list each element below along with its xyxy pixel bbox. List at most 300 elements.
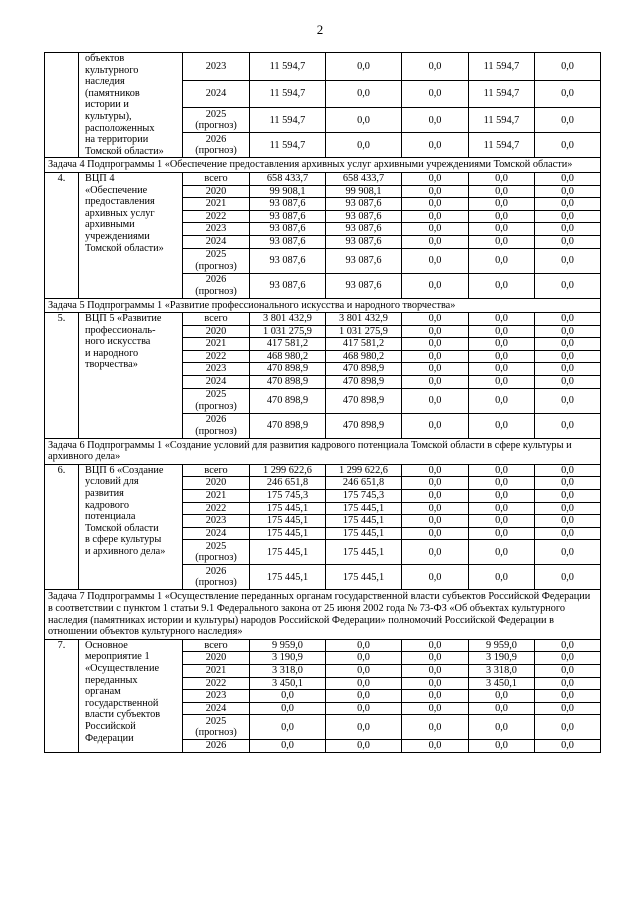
value-cell: 93 087,6 (250, 235, 326, 248)
value-cell: 0,0 (535, 363, 601, 376)
year-cell (183, 652, 250, 665)
value-cell: 0,0 (535, 413, 601, 438)
year-cell (183, 677, 250, 690)
value-cell: 0,0 (402, 133, 469, 158)
value-cell: 0,0 (402, 185, 469, 198)
year-line: всего (204, 172, 228, 184)
value-cell: 93 087,6 (250, 273, 326, 298)
year-line: (прогноз) (195, 120, 237, 132)
program-name-line: кадрового (85, 499, 130, 511)
program-name-line: мероприятие 1 (85, 651, 150, 663)
value-cell: 0,0 (402, 223, 469, 236)
value-cell: 175 445,1 (326, 540, 402, 565)
value-cell: 0,0 (469, 338, 535, 351)
year-line: 2021 (205, 198, 227, 210)
value-cell: 0,0 (402, 235, 469, 248)
value-cell: 0,0 (402, 198, 469, 211)
year-line: (прогноз) (195, 260, 237, 272)
value-cell: 93 087,6 (250, 198, 326, 211)
program-name-line: органам (85, 686, 121, 698)
value-cell: 0,0 (250, 690, 326, 703)
value-cell: 0,0 (535, 652, 601, 665)
table-row (45, 172, 601, 185)
year-cell (183, 664, 250, 677)
value-cell: 175 445,1 (326, 527, 402, 540)
value-cell: 0,0 (535, 639, 601, 652)
row-number: 6. (45, 464, 79, 590)
value-cell: 0,0 (402, 413, 469, 438)
year-cell (183, 133, 250, 158)
year-line: 2024 (205, 235, 227, 247)
program-name (79, 313, 183, 439)
value-cell: 658 433,7 (326, 172, 402, 185)
row-number: 7. (45, 639, 79, 752)
value-cell: 0,0 (535, 477, 601, 490)
task-heading: Задача 6 Подпрограммы 1 «Создание условий для развития кадрового потенциала Томской области в сфере культуры и архивного дела» (45, 438, 601, 464)
value-cell: 0,0 (326, 108, 402, 133)
year-line: 2022 (205, 502, 227, 514)
value-cell: 0,0 (469, 210, 535, 223)
value-cell: 0,0 (402, 677, 469, 690)
value-cell: 0,0 (402, 690, 469, 703)
value-cell: 470 898,9 (250, 413, 326, 438)
value-cell: 1 299 622,6 (250, 464, 326, 477)
value-cell: 0,0 (402, 363, 469, 376)
year-line: (прогноз) (195, 285, 237, 297)
table-row (45, 464, 601, 477)
value-cell: 0,0 (402, 273, 469, 298)
value-cell: 93 087,6 (326, 273, 402, 298)
value-cell: 0,0 (402, 639, 469, 652)
year-line: 2023 (205, 515, 227, 527)
table-row (45, 313, 601, 326)
value-cell: 0,0 (535, 490, 601, 503)
program-name-line: ВЦП 5 «Развитие (85, 313, 162, 325)
value-cell: 9 959,0 (469, 639, 535, 652)
year-line: 2022 (205, 677, 227, 689)
value-cell: 175 445,1 (250, 527, 326, 540)
value-cell: 0,0 (326, 690, 402, 703)
value-cell: 3 318,0 (469, 664, 535, 677)
value-cell: 0,0 (535, 185, 601, 198)
year-cell (183, 273, 250, 298)
value-cell: 175 445,1 (250, 502, 326, 515)
value-cell: 0,0 (469, 388, 535, 413)
year-line: 2023 (205, 363, 227, 375)
value-cell: 0,0 (402, 540, 469, 565)
program-name-line: Томской области» (85, 242, 164, 254)
program-name (79, 464, 183, 590)
value-cell: 11 594,7 (469, 133, 535, 158)
value-cell: 0,0 (402, 527, 469, 540)
year-line: 2024 (205, 88, 227, 100)
value-cell: 0,0 (402, 350, 469, 363)
program-name-line: «Обеспечение (85, 184, 148, 196)
year-line: 2022 (205, 350, 227, 362)
task-heading: Задача 7 Подпрограммы 1 «Осуществление переданных органам государственной власти субъектов Российской Федерации в соответствии с пунктом 1 статьи 9.1 Федерального закона от 25 июня 2002 года № 73-ФЗ «Об объектах культурного наследия (памятниках истории и культуры) народов Российской Федерации» полномочий Российской Федерации в отношении объектов культурного наследия» (45, 590, 601, 639)
program-name-line: развития (85, 488, 124, 500)
value-cell: 11 594,7 (250, 108, 326, 133)
value-cell: 0,0 (535, 565, 601, 590)
value-cell: 0,0 (402, 338, 469, 351)
value-cell: 470 898,9 (326, 363, 402, 376)
value-cell: 0,0 (402, 715, 469, 740)
value-cell: 93 087,6 (250, 223, 326, 236)
value-cell: 0,0 (469, 376, 535, 389)
value-cell: 3 190,9 (250, 652, 326, 665)
year-cell (183, 690, 250, 703)
value-cell: 0,0 (326, 652, 402, 665)
year-cell (183, 502, 250, 515)
value-cell: 93 087,6 (250, 248, 326, 273)
value-cell: 0,0 (469, 172, 535, 185)
program-name (79, 639, 183, 752)
year-cell (183, 715, 250, 740)
value-cell: 0,0 (469, 248, 535, 273)
task-heading: Задача 4 Подпрограммы 1 «Обеспечение предоставления архивных услуг архивными учреждениями Томской области» (45, 158, 601, 173)
value-cell: 175 745,3 (250, 490, 326, 503)
value-cell: 0,0 (326, 133, 402, 158)
value-cell: 0,0 (469, 363, 535, 376)
table-row (45, 53, 601, 81)
task-heading: Задача 5 Подпрограммы 1 «Развитие профессионального искусства и народного творчества» (45, 298, 601, 313)
year-cell (183, 80, 250, 108)
value-cell: 0,0 (535, 210, 601, 223)
value-cell: 0,0 (469, 540, 535, 565)
value-cell: 0,0 (535, 527, 601, 540)
year-line: 2025 (205, 108, 227, 120)
value-cell: 3 801 432,9 (326, 313, 402, 326)
value-cell: 0,0 (469, 715, 535, 740)
value-cell: 0,0 (535, 502, 601, 515)
value-cell: 0,0 (326, 740, 402, 753)
value-cell: 175 445,1 (250, 540, 326, 565)
program-name-line: Федерации (85, 732, 134, 744)
value-cell: 417 581,2 (326, 338, 402, 351)
program-name-line: власти субъектов (85, 709, 161, 721)
value-cell: 0,0 (535, 325, 601, 338)
value-cell: 0,0 (535, 133, 601, 158)
value-cell: 0,0 (469, 502, 535, 515)
year-cell (183, 223, 250, 236)
year-cell (183, 198, 250, 211)
value-cell: 0,0 (402, 702, 469, 715)
value-cell: 0,0 (535, 515, 601, 528)
program-name-line: профессиональ- (85, 324, 156, 336)
year-line: (прогноз) (195, 552, 237, 564)
value-cell: 0,0 (326, 677, 402, 690)
value-cell: 3 801 432,9 (250, 313, 326, 326)
program-name-line: творчества» (85, 359, 138, 371)
value-cell: 0,0 (535, 702, 601, 715)
year-line: 2024 (205, 527, 227, 539)
year-cell (183, 350, 250, 363)
program-name-line: Томской области (85, 522, 159, 534)
value-cell: 0,0 (326, 664, 402, 677)
value-cell: 0,0 (326, 80, 402, 108)
year-line: 2025 (205, 389, 227, 401)
value-cell: 0,0 (535, 235, 601, 248)
year-line: 2023 (205, 60, 227, 72)
value-cell: 0,0 (535, 198, 601, 211)
value-cell: 0,0 (402, 565, 469, 590)
program-name-line: культурного (85, 64, 139, 76)
value-cell: 0,0 (326, 702, 402, 715)
value-cell: 0,0 (250, 740, 326, 753)
year-line: 2026 (205, 565, 227, 577)
value-cell: 0,0 (402, 464, 469, 477)
year-cell (183, 740, 250, 753)
value-cell: 0,0 (469, 235, 535, 248)
year-cell (183, 639, 250, 652)
row-number (45, 53, 79, 158)
value-cell: 3 190,9 (469, 652, 535, 665)
value-cell: 0,0 (469, 185, 535, 198)
value-cell: 11 594,7 (469, 80, 535, 108)
year-line: 2020 (205, 325, 227, 337)
program-name-line: ного искусства (85, 336, 151, 348)
task-row (45, 158, 601, 173)
task-row (45, 438, 601, 464)
value-cell: 470 898,9 (326, 376, 402, 389)
year-line: 2021 (205, 490, 227, 502)
program-name-line: наследия (85, 76, 125, 88)
year-cell (183, 210, 250, 223)
value-cell: 417 581,2 (250, 338, 326, 351)
value-cell: 0,0 (402, 477, 469, 490)
value-cell: 0,0 (402, 248, 469, 273)
program-name-line: на территории (85, 134, 149, 146)
program-name-line: культуры), (85, 110, 132, 122)
year-cell (183, 313, 250, 326)
budget-table (44, 52, 601, 753)
value-cell: 1 031 275,9 (326, 325, 402, 338)
value-cell: 470 898,9 (250, 388, 326, 413)
year-cell (183, 477, 250, 490)
value-cell: 9 959,0 (250, 639, 326, 652)
value-cell: 0,0 (469, 490, 535, 503)
year-line: всего (204, 639, 228, 651)
value-cell: 468 980,2 (250, 350, 326, 363)
year-line: (прогноз) (195, 577, 237, 589)
program-name-line: учреждениями (85, 230, 150, 242)
year-line: 2024 (205, 702, 227, 714)
task-row (45, 298, 601, 313)
value-cell: 0,0 (402, 53, 469, 81)
value-cell: 0,0 (469, 325, 535, 338)
value-cell: 93 087,6 (326, 223, 402, 236)
value-cell: 0,0 (535, 108, 601, 133)
value-cell: 0,0 (535, 677, 601, 690)
value-cell: 0,0 (402, 108, 469, 133)
year-line: (прогноз) (195, 727, 237, 739)
value-cell: 93 087,6 (326, 248, 402, 273)
program-name-line: (памятников (85, 87, 140, 99)
value-cell: 1 299 622,6 (326, 464, 402, 477)
year-line: 2022 (205, 210, 227, 222)
value-cell: 0,0 (469, 702, 535, 715)
program-name-line: в сфере культуры (85, 534, 162, 546)
value-cell: 0,0 (535, 172, 601, 185)
value-cell: 0,0 (535, 376, 601, 389)
year-line: 2023 (205, 690, 227, 702)
program-name-line: архивных услуг (85, 207, 155, 219)
year-cell (183, 388, 250, 413)
year-line: 2023 (205, 223, 227, 235)
year-line: 2026 (205, 414, 227, 426)
program-name-line: объектов (85, 53, 125, 64)
value-cell: 470 898,9 (250, 376, 326, 389)
value-cell: 0,0 (535, 273, 601, 298)
value-cell: 0,0 (469, 413, 535, 438)
value-cell: 0,0 (535, 80, 601, 108)
value-cell: 0,0 (402, 80, 469, 108)
value-cell: 0,0 (535, 664, 601, 677)
year-cell (183, 490, 250, 503)
value-cell: 658 433,7 (250, 172, 326, 185)
value-cell: 0,0 (535, 338, 601, 351)
year-cell (183, 527, 250, 540)
value-cell: 0,0 (469, 565, 535, 590)
year-cell (183, 565, 250, 590)
year-line: 2026 (205, 273, 227, 285)
value-cell: 0,0 (402, 490, 469, 503)
value-cell: 0,0 (402, 515, 469, 528)
value-cell: 246 651,8 (250, 477, 326, 490)
year-line: (прогноз) (195, 400, 237, 412)
value-cell: 93 087,6 (326, 210, 402, 223)
value-cell: 0,0 (535, 223, 601, 236)
year-cell (183, 413, 250, 438)
program-name-line: государственной (85, 697, 159, 709)
value-cell: 175 745,3 (326, 490, 402, 503)
value-cell: 470 898,9 (326, 388, 402, 413)
value-cell: 0,0 (402, 325, 469, 338)
value-cell: 0,0 (402, 210, 469, 223)
value-cell: 0,0 (535, 464, 601, 477)
value-cell: 3 318,0 (250, 664, 326, 677)
value-cell: 11 594,7 (469, 53, 535, 81)
value-cell: 0,0 (535, 313, 601, 326)
value-cell: 0,0 (469, 477, 535, 490)
year-cell (183, 464, 250, 477)
year-line: 2024 (205, 376, 227, 388)
value-cell: 175 445,1 (326, 502, 402, 515)
year-line: (прогноз) (195, 145, 237, 157)
year-line: 2020 (205, 477, 227, 489)
value-cell: 175 445,1 (250, 565, 326, 590)
value-cell: 0,0 (402, 740, 469, 753)
program-name-line: предоставления (85, 196, 155, 208)
value-cell: 3 450,1 (250, 677, 326, 690)
program-name-line: ВЦП 4 (85, 172, 115, 184)
value-cell: 11 594,7 (250, 133, 326, 158)
year-line: 2026 (205, 740, 227, 752)
year-cell (183, 248, 250, 273)
value-cell: 0,0 (402, 664, 469, 677)
program-name-line: «Осуществление (85, 662, 160, 674)
value-cell: 99 908,1 (250, 185, 326, 198)
program-name-line: и народного (85, 347, 139, 359)
program-name-line: истории и (85, 99, 129, 111)
value-cell: 0,0 (469, 273, 535, 298)
year-cell (183, 338, 250, 351)
value-cell: 0,0 (469, 464, 535, 477)
year-line: 2026 (205, 133, 227, 145)
value-cell: 0,0 (535, 540, 601, 565)
value-cell: 468 980,2 (326, 350, 402, 363)
value-cell: 0,0 (469, 223, 535, 236)
value-cell: 93 087,6 (326, 235, 402, 248)
year-cell (183, 540, 250, 565)
program-name-line: Томской области» (85, 145, 164, 157)
value-cell: 175 445,1 (250, 515, 326, 528)
year-cell (183, 185, 250, 198)
program-name-line: и архивного дела» (85, 546, 166, 557)
value-cell: 470 898,9 (250, 363, 326, 376)
value-cell: 0,0 (402, 172, 469, 185)
value-cell: 93 087,6 (326, 198, 402, 211)
program-name (79, 172, 183, 298)
year-line: 2020 (205, 185, 227, 197)
program-name-line: переданных (85, 674, 138, 686)
value-cell: 0,0 (402, 313, 469, 326)
year-line: 2020 (205, 652, 227, 664)
row-number: 4. (45, 172, 79, 298)
value-cell: 0,0 (326, 53, 402, 81)
page-number: 2 (316, 22, 324, 37)
value-cell: 0,0 (326, 715, 402, 740)
value-cell: 0,0 (402, 388, 469, 413)
program-name-line: ВЦП 6 «Создание (85, 464, 164, 476)
year-line: всего (204, 313, 228, 325)
year-cell (183, 515, 250, 528)
value-cell: 0,0 (535, 350, 601, 363)
value-cell: 0,0 (469, 515, 535, 528)
program-name-line: архивными (85, 219, 135, 231)
value-cell: 0,0 (402, 502, 469, 515)
value-cell: 93 087,6 (250, 210, 326, 223)
year-line: 2025 (205, 540, 227, 552)
year-cell (183, 325, 250, 338)
year-cell (183, 235, 250, 248)
year-cell (183, 376, 250, 389)
program-name-line: условий для (85, 476, 139, 488)
year-line: 2025 (205, 248, 227, 260)
year-cell (183, 363, 250, 376)
value-cell: 175 445,1 (326, 565, 402, 590)
program-name-line: Российской (85, 720, 136, 732)
year-cell (183, 108, 250, 133)
value-cell: 0,0 (469, 740, 535, 753)
value-cell: 0,0 (535, 740, 601, 753)
value-cell: 0,0 (469, 350, 535, 363)
value-cell: 0,0 (535, 388, 601, 413)
year-cell (183, 172, 250, 185)
table-row (45, 639, 601, 652)
year-line: 2021 (205, 664, 227, 676)
program-name-line: потенциала (85, 511, 136, 523)
value-cell: 11 594,7 (250, 53, 326, 81)
value-cell: 0,0 (250, 715, 326, 740)
year-line: 2025 (205, 715, 227, 727)
value-cell: 175 445,1 (326, 515, 402, 528)
value-cell: 11 594,7 (250, 80, 326, 108)
year-line: всего (204, 464, 228, 476)
value-cell: 1 031 275,9 (250, 325, 326, 338)
value-cell: 0,0 (469, 313, 535, 326)
year-cell (183, 702, 250, 715)
